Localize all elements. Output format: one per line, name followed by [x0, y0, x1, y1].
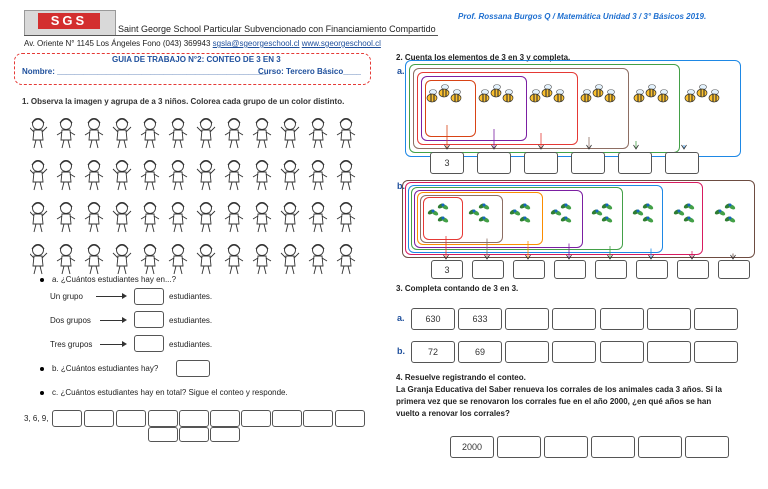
child-figure[interactable] — [225, 161, 243, 191]
child-figure[interactable] — [281, 161, 299, 191]
child-figure[interactable] — [57, 245, 75, 275]
answer-box[interactable] — [677, 260, 709, 279]
answer-box[interactable] — [600, 341, 644, 363]
arrowhead-icon — [122, 293, 127, 299]
q1a-row-2-label: Dos grupos — [50, 316, 91, 325]
q1c-text: c. ¿Cuántos estudiantes hay en total? Sigue el conteo y responde. — [52, 388, 288, 397]
child-figure[interactable] — [85, 161, 103, 191]
child-figure[interactable] — [337, 245, 355, 275]
q4-text-line2: primera vez que se renovaron los corrales fue en el año 2000, ¿en qué años se han — [396, 397, 712, 406]
q1-prompt: 1. Observa la imagen y agrupa de a 3 niños. Colorea cada grupo de un color distinto. — [22, 97, 345, 106]
child-figure[interactable] — [30, 161, 47, 191]
child-figure[interactable] — [113, 119, 131, 149]
q4-text-line1: La Granja Educativa del Saber renueva los corrales de los animales cada 3 años. Si la — [396, 385, 722, 394]
child-figure[interactable] — [337, 119, 355, 149]
answer-box[interactable] — [335, 410, 365, 427]
children-illustration — [30, 110, 370, 280]
answer-box[interactable] — [694, 308, 738, 330]
q2-prompt: 2. Cuenta los elementos de 3 en 3 y completa. — [396, 53, 571, 62]
child-figure[interactable] — [113, 245, 131, 275]
sequence-start: 3, 6, 9, — [24, 414, 49, 423]
answer-box[interactable] — [210, 410, 240, 427]
course-field[interactable]: Curso: Tercero Básico____ — [258, 67, 362, 76]
answer-box[interactable] — [116, 410, 146, 427]
school-logo — [24, 10, 114, 34]
answer-box[interactable] — [241, 410, 271, 427]
answer-box[interactable] — [505, 308, 549, 330]
arrow-icon — [100, 344, 124, 345]
answer-box[interactable] — [497, 436, 541, 458]
answer-box-filled[interactable]: 2000 — [450, 436, 494, 458]
child-figure[interactable] — [57, 119, 75, 149]
answer-box[interactable] — [694, 341, 738, 363]
answer-box[interactable] — [595, 260, 627, 279]
answer-box[interactable] — [665, 152, 699, 174]
child-figure[interactable] — [281, 119, 299, 149]
answer-box[interactable] — [134, 335, 164, 352]
child-figure[interactable] — [141, 245, 159, 275]
q1a-row-3-suffix: estudiantes. — [169, 340, 213, 349]
teacher-line: Prof. Rossana Burgos Q / Matemática Unidad 3 / 3° Básicos 2019. — [458, 12, 707, 21]
answer-box[interactable] — [544, 436, 588, 458]
child-figure[interactable] — [169, 119, 187, 149]
q3a-label: a. — [397, 313, 405, 323]
child-figure[interactable] — [169, 161, 187, 191]
child-figure[interactable] — [253, 119, 271, 149]
q1a-prompt — [40, 275, 176, 285]
answer-box[interactable] — [148, 410, 178, 427]
arrowhead-icon — [122, 317, 127, 323]
child-figure[interactable] — [169, 203, 187, 233]
q1a-text: a. ¿Cuántos estudiantes hay en...? — [52, 275, 177, 284]
q1a-row-1-label: Un grupo — [50, 292, 83, 301]
answer-box-filled[interactable]: 72 — [411, 341, 455, 363]
answer-box[interactable] — [513, 260, 545, 279]
child-figure[interactable] — [141, 119, 159, 149]
child-figure[interactable] — [253, 245, 271, 275]
website-link[interactable]: www.sgeorgeschool.cl — [301, 39, 381, 48]
children-grid[interactable] — [30, 110, 370, 280]
answer-box[interactable] — [505, 341, 549, 363]
child-figure[interactable] — [30, 203, 47, 233]
answer-box-filled[interactable]: 633 — [458, 308, 502, 330]
arrow-icon — [100, 320, 124, 321]
child-figure[interactable] — [309, 245, 327, 275]
address: Av. Oriente N° 1145 Los Ángeles Fono (043) 369943 — [24, 39, 211, 48]
answer-box[interactable] — [685, 436, 729, 458]
answer-box[interactable] — [272, 410, 302, 427]
child-figure[interactable] — [197, 119, 215, 149]
email-link[interactable]: sgsla@sgeorgeschool.cl — [212, 39, 300, 48]
q4-title: 4. Resuelve registrando el conteo. — [396, 373, 526, 382]
answer-box[interactable] — [524, 152, 558, 174]
header-rule — [24, 35, 438, 36]
child-figure[interactable] — [169, 245, 187, 275]
answer-box[interactable] — [571, 152, 605, 174]
answer-box[interactable] — [303, 410, 333, 427]
child-figure[interactable] — [85, 245, 103, 275]
child-figure[interactable] — [30, 245, 47, 275]
child-figure[interactable] — [197, 203, 215, 233]
q1a-row-1-suffix: estudiantes. — [169, 292, 213, 301]
q1b-text: b. ¿Cuántos estudiantes hay? — [52, 364, 159, 373]
worksheet-title: GUIA DE TRABAJO N°2: CONTEO DE 3 EN 3 — [112, 55, 281, 64]
answer-box[interactable] — [472, 260, 504, 279]
answer-box[interactable] — [638, 436, 682, 458]
answer-box[interactable] — [552, 308, 596, 330]
child-figure[interactable] — [113, 161, 131, 191]
child-figure[interactable] — [309, 203, 327, 233]
child-figure[interactable] — [337, 161, 355, 191]
child-figure[interactable] — [85, 119, 103, 149]
answer-box[interactable] — [210, 427, 240, 442]
child-figure[interactable] — [225, 245, 243, 275]
answer-box[interactable] — [179, 427, 209, 442]
q4-text-line3: vuelto a renovar los corrales? — [396, 409, 510, 418]
q1b-prompt — [40, 364, 158, 374]
child-figure[interactable] — [309, 119, 327, 149]
answer-box[interactable] — [176, 360, 210, 377]
child-figure[interactable] — [57, 203, 75, 233]
answer-box[interactable] — [591, 436, 635, 458]
answer-box[interactable] — [84, 410, 114, 427]
child-figure[interactable] — [197, 161, 215, 191]
answer-box[interactable] — [636, 260, 668, 279]
group-frame — [425, 80, 476, 137]
answer-box[interactable] — [148, 427, 178, 442]
answer-box[interactable] — [552, 341, 596, 363]
q1a-row-3-label: Tres grupos — [50, 340, 93, 349]
child-figure[interactable] — [30, 119, 47, 149]
q2a-label: a. — [397, 66, 405, 76]
q1a-row-2-suffix: estudiantes. — [169, 316, 213, 325]
answer-box[interactable] — [600, 308, 644, 330]
child-figure[interactable] — [281, 245, 299, 275]
answer-box[interactable] — [477, 152, 511, 174]
child-figure[interactable] — [281, 203, 299, 233]
q3b-label: b. — [397, 346, 405, 356]
answer-box[interactable] — [134, 288, 164, 305]
child-figure[interactable] — [57, 161, 75, 191]
q3-prompt: 3. Completa contando de 3 en 3. — [396, 284, 519, 293]
child-figure[interactable] — [253, 203, 271, 233]
arrowhead-icon — [122, 341, 127, 347]
child-figure[interactable] — [225, 119, 243, 149]
q2b-label: b. — [397, 181, 405, 191]
answer-box[interactable] — [134, 311, 164, 328]
answer-box[interactable] — [52, 410, 82, 427]
child-figure[interactable] — [113, 203, 131, 233]
child-figure[interactable] — [85, 203, 103, 233]
answer-box-filled[interactable]: 3 — [430, 152, 464, 174]
arrow-icon — [96, 296, 124, 297]
answer-box[interactable] — [647, 341, 691, 363]
answer-box[interactable] — [179, 410, 209, 427]
answer-box-filled[interactable]: 3 — [431, 260, 463, 279]
child-figure[interactable] — [141, 203, 159, 233]
answer-box[interactable] — [554, 260, 586, 279]
name-field[interactable]: Nombre: _______________________________________________ — [22, 67, 267, 76]
school-name: Saint George School Particular Subvencionado con Financiamiento Compartido — [118, 24, 436, 34]
group-frame — [423, 197, 463, 240]
child-figure[interactable] — [141, 161, 159, 191]
child-figure[interactable] — [225, 203, 243, 233]
logo-text: SGS — [38, 13, 100, 29]
answer-box[interactable] — [647, 308, 691, 330]
address-line — [24, 39, 381, 49]
child-figure[interactable] — [309, 161, 327, 191]
answer-box[interactable] — [618, 152, 652, 174]
answer-box-filled[interactable]: 630 — [411, 308, 455, 330]
child-figure[interactable] — [253, 161, 271, 191]
child-figure[interactable] — [197, 245, 215, 275]
answer-box[interactable] — [718, 260, 750, 279]
child-figure[interactable] — [337, 203, 355, 233]
q1c-prompt — [40, 388, 288, 398]
answer-box-filled[interactable]: 69 — [458, 341, 502, 363]
